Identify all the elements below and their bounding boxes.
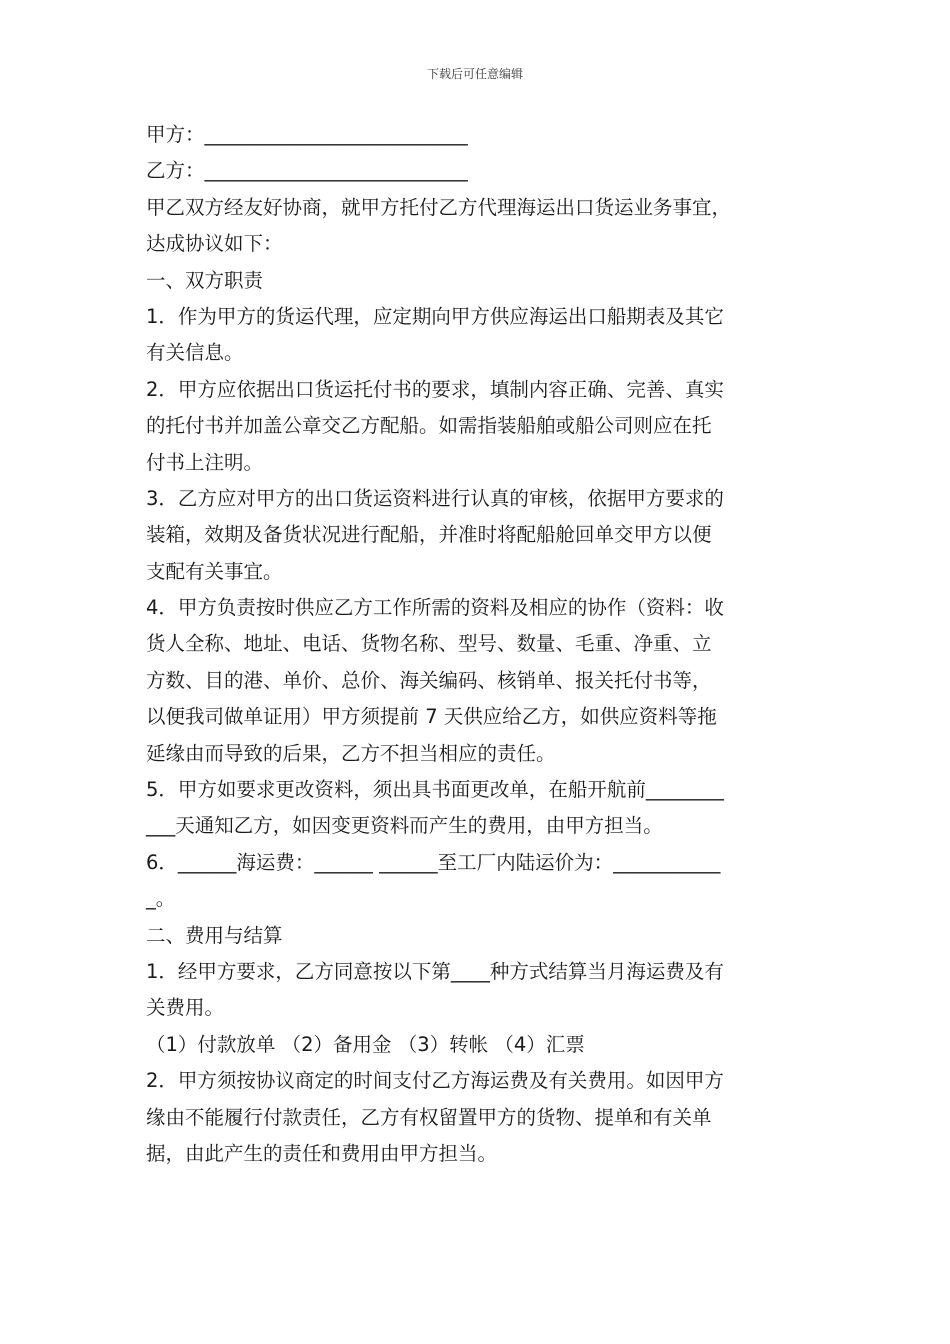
clause-line: 1．作为甲方的货运代理，应定期向甲方供应海运出口船期表及其它 <box>146 304 724 328</box>
clause-line: 2．甲方应依据出口货运托付书的要求，填制内容正确、完善、真实 <box>146 377 724 401</box>
payment-options-line: （1）付款放单 （2）备用金 （3）转帐 （4）汇票 <box>146 1032 585 1056</box>
party-a-line: 甲方：___________________________ <box>146 123 468 146</box>
clause-line: 2．甲方须按协议商定的时间支付乙方海运费及有关费用。如因甲方 <box>146 1069 724 1093</box>
clause-line: 货人全称、地址、电话、货物名称、型号、数量、毛重、净重、立 <box>146 632 712 656</box>
contract-body <box>146 117 818 1172</box>
clause-line: 的托付书并加盖公章交乙方配船。如需指装船舶或船公司则应在托 <box>146 414 712 438</box>
clause-line: 5．甲方如要求更改资料，须出具书面更改单，在船开航前________ <box>146 778 724 802</box>
clause-line: 4．甲方负责按时供应乙方工作所需的资料及相应的协作（资料：收 <box>146 596 724 620</box>
clause-line: 付书上注明。 <box>146 450 264 474</box>
clause-line: 支配有关事宜。 <box>146 559 283 583</box>
clause-line: 据，由此产生的责任和费用由甲方担当。 <box>146 1141 498 1165</box>
party-b-line: 乙方：___________________________ <box>146 159 468 183</box>
clause-line: 1．经甲方要求，乙方同意按以下第____种方式结算当月海运费及有 <box>146 959 724 983</box>
clause-line: ___天通知乙方，如因变更资料而产生的费用，由甲方担当。 <box>146 814 663 838</box>
preamble-line: 达成协议如下： <box>146 232 283 256</box>
clause-line: 缘由不能履行付款责任，乙方有权留置甲方的货物、提单和有关单 <box>146 1105 712 1129</box>
section-heading-fees: 二、费用与结算 <box>146 923 283 947</box>
clause-line: 装箱，效期及备货状况进行配船，并准时将配船舱回单交甲方以便 <box>146 523 712 547</box>
section-heading-duties: 一、双方职责 <box>146 268 264 292</box>
clause-line: 以便我司做单证用）甲方须提前 7 天供应给乙方，如供应资料等拖 <box>146 705 717 729</box>
clause-line: 6．______海运费：______ ______至工厂内陆运价为：___________ <box>146 850 721 874</box>
clause-line: 有关信息。 <box>146 341 244 365</box>
clause-line: _。 <box>146 887 176 911</box>
page-header-note: 下载后可任意编辑 <box>426 67 523 81</box>
preamble-line: 甲乙双方经友好协商，就甲方托付乙方代理海运出口货运业务事宜， <box>146 195 732 219</box>
clause-line: 延缘由而导致的后果，乙方不担当相应的责任。 <box>146 741 556 765</box>
clause-line: 3．乙方应对甲方的出口货运资料进行认真的审核，依据甲方要求的 <box>146 486 724 510</box>
clause-line: 关费用。 <box>146 996 225 1020</box>
clause-line: 方数、目的港、单价、总价、海关编码、核销单、报关托付书等， <box>146 668 712 692</box>
